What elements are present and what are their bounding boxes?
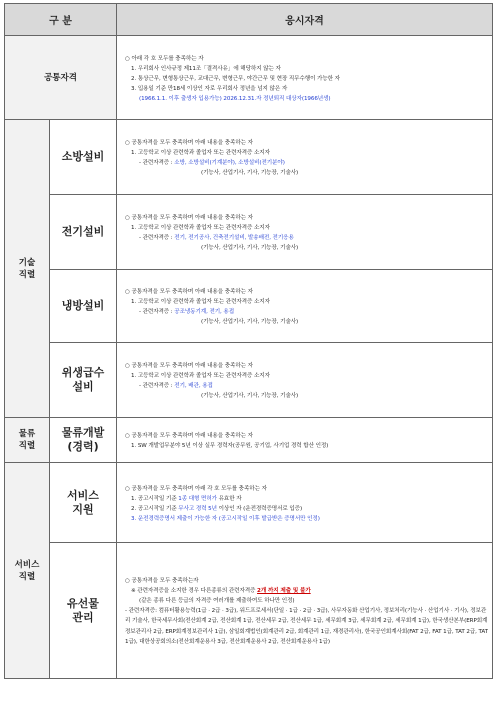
water-qualification: [117, 343, 493, 418]
common-label: 공통자격: [5, 36, 117, 120]
fire-name: 소방설비: [50, 120, 117, 195]
logistics-line-2: 1. SW 개발업무분야 5년 이상 실무 경력자(공무원, 공기업, 사기업 경력 합산 인정): [131, 443, 329, 449]
common-line-4: 3. 입용일 기준 만18세 이상인 자로 우리회사 정년을 넘지 않은 자: [131, 85, 288, 92]
common-line-2: 1. 우리회사 인사규정 제11조「결격사유」에 해당하지 않는 자: [131, 65, 281, 72]
tech-label-2: 직렬: [18, 269, 36, 280]
cert-line-4: - 관련자격증: 컴퓨터활용능력(1급 · 2급 · 3급), 워드프로세서(단일 · 1급 · 2급 · 3급), 사무자동화 산업기사, 정보처리(기능사 · 산업기사 · 기사), 정보관리 기술사, 한국세무사회(전산회계 2급, 전산회계 1급, 전산세무 2급, 전산세무 1급, 세무회계 3급, 세무회계 2급, 세무회계 1급), 한국생산본부(ERP회계정보관리사 2급, ERP회계정보관리사 1급), 삼일회계법인(회계관리 2급, 회계관리 1급, 재경관리사), 한국공인회계사회(FAT 2급, FAT 1급, TAT 2급, TAT 1급), 대한상공회의소(전산회계운용사 3급, 전산회계운용사 2급, 전산회계운용사 1급): [125, 607, 488, 645]
service-category: 서비스 직렬: [5, 463, 50, 679]
common-note: (1966.1.1. 이후 출생자 입용가능) 2026.12.31.자 정년퇴직 대상자(1966년생): [139, 95, 331, 102]
fire-qualification: [117, 120, 493, 195]
cool-line-4: (기능사, 산업기사, 기사, 기능장, 기술사): [201, 319, 299, 325]
header-qualification: 응시자격: [117, 4, 493, 36]
cert-qualification: [117, 543, 493, 679]
svc-line-1: ○ 공통자격을 모두 충족하며 아래 각 호 모두를 충족하는 자: [125, 485, 267, 492]
svc-line-4: 3. 운전경력증명서 제출이 가능한 자 (공고시작일 이후 발급받은 증명서만 인정): [131, 515, 320, 522]
cert-line-1: ○ 공통자격을 모두 충족하는자: [125, 577, 199, 584]
elec-line-3: - 관련자격증 : 전기, 전기공사, 건축전기설비, 발송배전, 전기응용: [139, 235, 294, 241]
logistics-qualification: [117, 418, 493, 463]
logistics-category: 물류 직렬: [5, 418, 50, 463]
common-qualification: [117, 36, 493, 120]
header-category: 구 분: [5, 4, 117, 36]
elec-line-1: ○ 공통자격을 모두 충족하며 아래 내용을 충족하는 자: [125, 215, 253, 221]
fire-line-2: 1. 고등학교 이상 관련학과 졸업자 또는 관련자격증 소지자: [131, 150, 270, 156]
svc-line-2: 1. 공고시작일 기준 1종 대형 면허가 유효한 자: [131, 495, 242, 502]
elec-line-4: (기능사, 산업기사, 기사, 기능장, 기술사): [201, 245, 299, 251]
cert-line-2: ※ 관련자격증을 소지한 경우 다른종류의 관련자격증 2개 까지 제출 및 불가: [131, 587, 311, 594]
logistics-name: 물류개발 (경력): [50, 418, 117, 463]
common-line-1: ○ 아래 각 호 모두를 충족하는 자: [125, 55, 204, 62]
elec-name: 전기설비: [50, 195, 117, 270]
cool-qualification: [117, 270, 493, 343]
fire-line-1: ○ 공통자격을 모두 충족하며 아래 내용을 충족하는 자: [125, 140, 253, 146]
elec-qualification: [117, 195, 493, 270]
fire-line-3: - 관련자격증 : 소방, 소방설비(기계분야), 소방설비(전기분야): [139, 160, 285, 166]
elec-line-2: 1. 고등학교 이상 관련학과 졸업자 또는 관련자격증 소지자: [131, 225, 270, 231]
logistics-line-1: ○ 공통자격을 모두 충족하며 아래 내용을 충족하는 자: [125, 433, 253, 439]
svc-name: 서비스 지원: [50, 463, 117, 543]
water-line-3: - 관련자격증 : 전기, 배관, 용접: [139, 383, 213, 389]
cert-line-3: (같은 종류 다른 등급의 자격증 여러개를 제출하여도 하나만 인정): [139, 597, 295, 604]
cert-name: 유선물 관리: [50, 543, 117, 679]
cool-line-1: ○ 공통자격을 모두 충족하며 아래 내용을 충족하는 자: [125, 289, 253, 295]
water-line-4: (기능사, 산업기사, 기사, 기능장, 기술사): [201, 393, 299, 399]
water-name: 위생급수 설비: [50, 343, 117, 418]
tech-label: 기술: [18, 257, 36, 268]
water-line-1: ○ 공통자격을 모두 충족하며 아래 내용을 충족하는 자: [125, 363, 253, 369]
svc-line-3: 2. 공고시작일 기준 무사고 경력 5년 이상인 자 (운전경력증명서로 입증): [131, 505, 303, 512]
water-line-2: 1. 고등학교 이상 관련학과 졸업자 또는 관련자격증 소지자: [131, 373, 270, 379]
cool-line-3: - 관련자격증 : 공조냉동기계, 전기, 용접: [139, 309, 235, 315]
fire-line-4: (기능사, 산업기사, 기사, 기능장, 기술사): [201, 170, 299, 176]
common-line-3: 2. 통상근무, 변형통상근무, 교대근무, 변형근무, 야간근무 및 현장 직무수행이 가능한 자: [131, 75, 340, 82]
cool-name: 냉방설비: [50, 270, 117, 343]
tech-category: [5, 120, 50, 418]
svc-qualification: [117, 463, 493, 543]
cool-line-2: 1. 고등학교 이상 관련학과 졸업자 또는 관련자격증 소지자: [131, 299, 270, 305]
qualification-table: [4, 3, 493, 679]
